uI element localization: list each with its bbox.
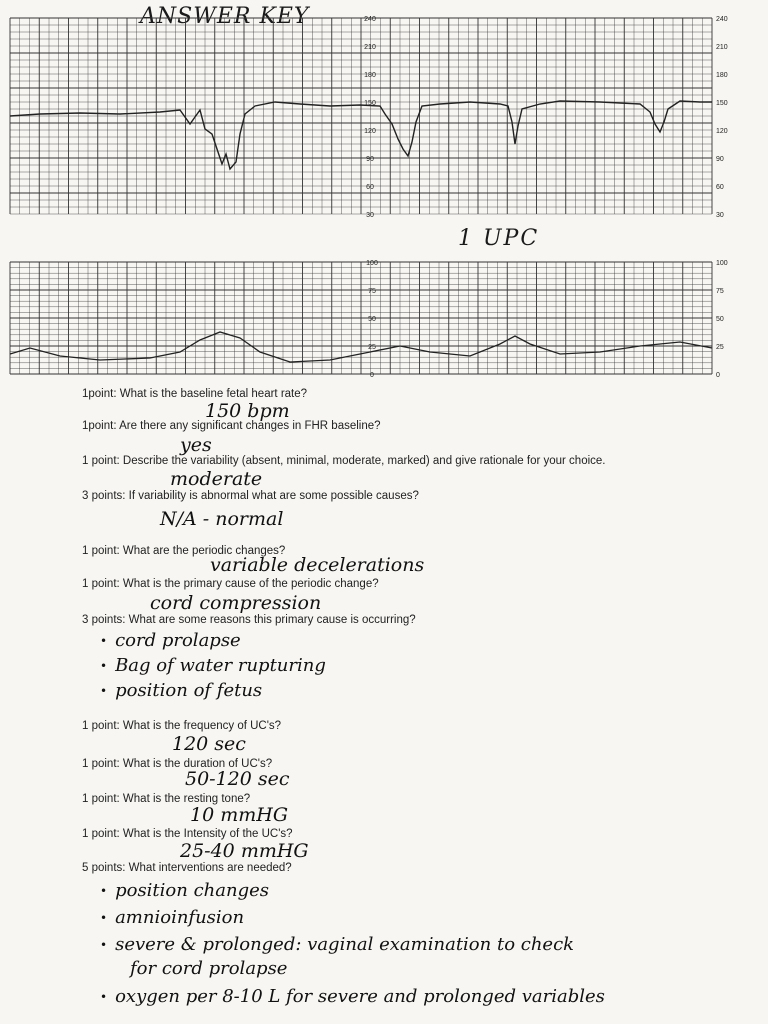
answer-12-item: • severe & prolonged: vaginal examination to check	[100, 934, 574, 955]
tick-label: 75	[368, 288, 376, 295]
tick-label: 0	[716, 372, 720, 379]
tick-label: 150	[364, 100, 376, 107]
uc-strip	[0, 256, 768, 382]
question-4: 3 points: If variability is abnormal what are some possible causes?	[82, 490, 419, 502]
tick-label: 25	[368, 344, 376, 351]
tick-label: 210	[716, 44, 728, 51]
tick-label: 150	[716, 100, 728, 107]
tick-label: 30	[716, 212, 724, 219]
tick-label: 120	[716, 128, 728, 135]
answer-11: 25-40 mmHG	[180, 840, 309, 862]
answer-8: 120 sec	[172, 733, 246, 755]
answer-10: 10 mmHG	[190, 804, 288, 826]
question-3: 1 point: Describe the variability (absent, minimal, moderate, marked) and give rationale for your choice.	[82, 455, 606, 467]
answer-7-item: • position of fetus	[100, 680, 262, 701]
tick-label: 90	[716, 156, 724, 163]
answer-key-title: ANSWER KEY	[140, 4, 310, 29]
uc-strip-label: 1 UPC	[458, 226, 540, 251]
answer-12-item: • oxygen per 8-10 L for severe and prolonged variables	[100, 986, 605, 1007]
question-5: 1 point: What are the periodic changes?	[82, 545, 286, 557]
tick-label: 90	[366, 156, 374, 163]
tick-label: 240	[364, 16, 376, 23]
fhr-strip	[0, 14, 768, 219]
question-1: 1point: What is the baseline fetal heart rate?	[82, 388, 308, 400]
answer-2: yes	[180, 434, 212, 456]
answer-3: moderate	[170, 468, 263, 490]
tick-label: 180	[716, 72, 728, 79]
question-8: 1 point: What is the frequency of UC's?	[82, 720, 282, 732]
tick-label: 100	[716, 260, 728, 267]
answer-6: cord compression	[150, 592, 322, 614]
question-2: 1point: Are there any significant changes in FHR baseline?	[82, 420, 381, 432]
tick-label: 30	[366, 212, 374, 219]
answer-7-item: • Bag of water rupturing	[100, 655, 326, 676]
tick-label: 75	[716, 288, 724, 295]
tick-label: 210	[364, 44, 376, 51]
answer-4: N/A - normal	[160, 508, 284, 530]
tick-label: 100	[366, 260, 378, 267]
tick-label: 120	[364, 128, 376, 135]
answer-12-item: • amnioinfusion	[100, 907, 244, 928]
tick-label: 60	[366, 184, 374, 191]
question-10: 1 point: What is the resting tone?	[82, 793, 251, 805]
tick-label: 50	[716, 316, 724, 323]
answer-5: variable decelerations	[210, 554, 425, 576]
question-11: 1 point: What is the Intensity of the UC's?	[82, 828, 293, 840]
tick-label: 50	[368, 316, 376, 323]
question-6: 1 point: What is the primary cause of the periodic change?	[82, 578, 379, 590]
answer-12-item: • position changes	[100, 880, 269, 901]
question-9: 1 point: What is the duration of UC's?	[82, 758, 273, 770]
tick-label: 240	[716, 16, 728, 23]
answer-1: 150 bpm	[205, 400, 290, 422]
tick-label: 25	[716, 344, 724, 351]
answer-9: 50-120 sec	[185, 768, 290, 790]
answer-12-item-cont: for cord prolapse	[130, 958, 288, 979]
answer-7-item: • cord prolapse	[100, 630, 241, 651]
tick-label: 180	[364, 72, 376, 79]
question-7: 3 points: What are some reasons this primary cause is occurring?	[82, 614, 416, 626]
question-12: 5 points: What interventions are needed?	[82, 862, 292, 874]
tick-label: 60	[716, 184, 724, 191]
tick-label: 0	[370, 372, 374, 379]
